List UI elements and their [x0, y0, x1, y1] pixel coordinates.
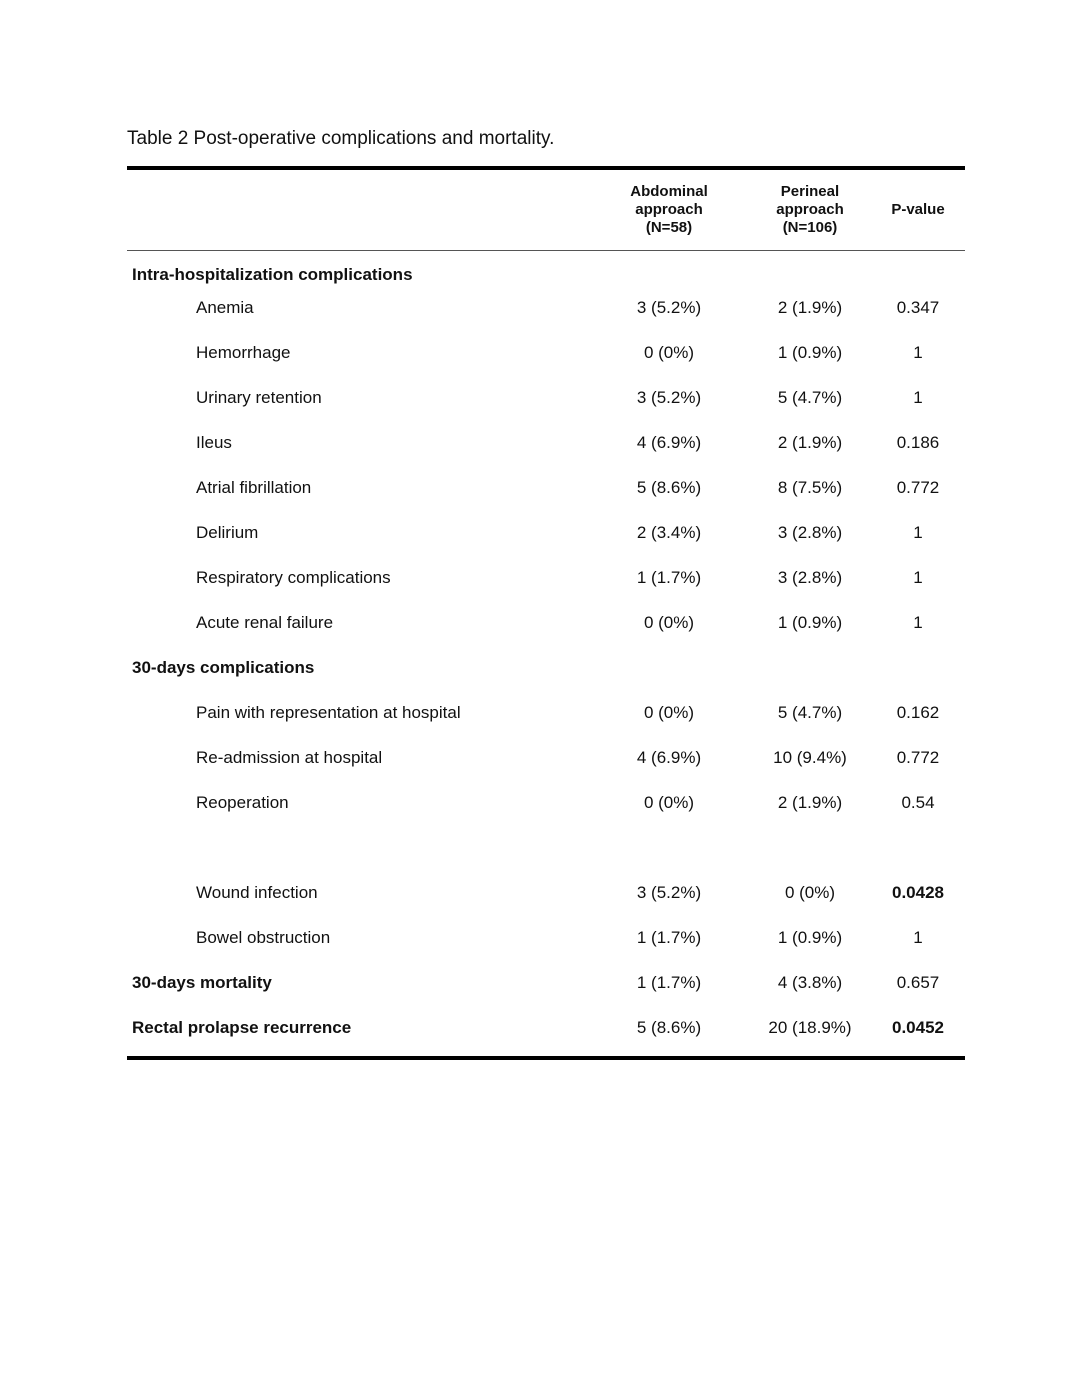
row-label: Bowel obstruction	[196, 927, 331, 947]
section-label: 30-days mortality	[132, 972, 272, 992]
perineal-value: 1 (0.9%)	[777, 342, 843, 362]
p-value: 0.0428	[892, 882, 944, 902]
row-label: Reoperation	[196, 792, 289, 812]
abdominal-value: 3 (5.2%)	[636, 882, 702, 902]
table-body	[127, 251, 965, 1050]
abdominal-value: 1 (1.7%)	[636, 972, 702, 992]
header-pvalue	[868, 170, 968, 250]
perineal-value: 3 (2.8%)	[777, 567, 843, 587]
header-abdominal-label: Abdominal approach (N=58)	[630, 183, 708, 236]
table-spacer-row	[127, 825, 965, 870]
perineal-value: 0 (0%)	[784, 882, 836, 902]
row-label: Re-admission at hospital	[196, 747, 383, 767]
row-label: Delirium	[196, 522, 259, 542]
table-row	[127, 690, 965, 735]
row-label: Atrial fibrillation	[196, 477, 312, 497]
perineal-value: 20 (18.9%)	[768, 1017, 852, 1037]
abdominal-value: 0 (0%)	[643, 702, 695, 722]
p-value: 1	[913, 522, 923, 542]
abdominal-value: 4 (6.9%)	[636, 747, 702, 767]
abdominal-value: 1 (1.7%)	[636, 567, 702, 587]
abdominal-value: 0 (0%)	[643, 612, 695, 632]
abdominal-value	[599, 251, 739, 285]
section-label: Rectal prolapse recurrence	[132, 1017, 352, 1037]
p-value: 0.54	[901, 792, 935, 812]
p-value: 1	[913, 927, 923, 947]
section-label: 30-days complications	[132, 657, 315, 677]
abdominal-value: 0 (0%)	[643, 792, 695, 812]
table-row	[127, 960, 965, 1005]
row-label: Ileus	[196, 432, 232, 452]
perineal-value: 10 (9.4%)	[773, 747, 847, 767]
p-value: 1	[913, 342, 923, 362]
perineal-value: 5 (4.7%)	[777, 702, 843, 722]
abdominal-value: 3 (5.2%)	[636, 297, 702, 317]
row-label: Acute renal failure	[196, 612, 334, 632]
perineal-value	[740, 645, 880, 690]
table-row	[127, 735, 965, 780]
abdominal-value: 4 (6.9%)	[636, 432, 702, 452]
abdominal-value: 5 (8.6%)	[636, 1017, 702, 1037]
table-row	[127, 600, 965, 645]
perineal-value: 2 (1.9%)	[777, 432, 843, 452]
table-row	[127, 251, 965, 285]
table-row	[127, 465, 965, 510]
header-perineal	[740, 170, 880, 250]
abdominal-value: 2 (3.4%)	[636, 522, 702, 542]
p-value: 0.772	[896, 477, 940, 497]
header-pvalue-label: P-value	[891, 201, 945, 218]
p-value: 1	[913, 387, 923, 407]
p-value: 0.162	[896, 702, 940, 722]
table-row	[127, 870, 965, 915]
abdominal-value: 3 (5.2%)	[636, 387, 702, 407]
row-label: Hemorrhage	[196, 342, 291, 362]
p-value: 1	[913, 612, 923, 632]
abdominal-value	[599, 645, 739, 690]
perineal-value: 4 (3.8%)	[777, 972, 843, 992]
table-row	[127, 330, 965, 375]
perineal-value: 8 (7.5%)	[777, 477, 843, 497]
perineal-value: 3 (2.8%)	[777, 522, 843, 542]
p-value: 0.0452	[892, 1017, 944, 1037]
perineal-value: 2 (1.9%)	[777, 792, 843, 812]
p-value: 0.772	[896, 747, 940, 767]
p-value	[868, 251, 968, 285]
row-label: Wound infection	[196, 882, 318, 902]
table-row	[127, 510, 965, 555]
table-row	[127, 780, 965, 825]
p-value: 0.657	[896, 972, 940, 992]
p-value: 0.347	[896, 297, 940, 317]
abdominal-value: 0 (0%)	[643, 342, 695, 362]
table-row	[127, 285, 965, 330]
p-value: 0.186	[896, 432, 940, 452]
table-header	[127, 170, 965, 250]
header-perineal-label: Perineal approach (N=106)	[776, 183, 844, 236]
row-label: Pain with representation at hospital	[196, 702, 461, 722]
table-row	[127, 375, 965, 420]
p-value	[868, 645, 968, 690]
complications-table	[127, 166, 965, 1060]
perineal-value: 5 (4.7%)	[777, 387, 843, 407]
table-row	[127, 555, 965, 600]
perineal-value: 1 (0.9%)	[777, 612, 843, 632]
abdominal-value: 1 (1.7%)	[636, 927, 702, 947]
row-label: Urinary retention	[196, 387, 322, 407]
row-label: Anemia	[196, 297, 254, 317]
table-bottom-rule	[127, 1056, 965, 1060]
section-label: Intra-hospitalization complications	[132, 265, 413, 284]
table-row	[127, 1005, 965, 1050]
table-row	[127, 915, 965, 960]
perineal-value	[740, 251, 880, 285]
table-caption: Table 2 Post-operative complications and mortality.	[127, 128, 555, 149]
abdominal-value: 5 (8.6%)	[636, 477, 702, 497]
header-abdominal	[599, 170, 739, 250]
perineal-value: 1 (0.9%)	[777, 927, 843, 947]
perineal-value: 2 (1.9%)	[777, 297, 843, 317]
table-row	[127, 420, 965, 465]
p-value: 1	[913, 567, 923, 587]
table-row	[127, 645, 965, 690]
row-label: Respiratory complications	[196, 567, 391, 587]
